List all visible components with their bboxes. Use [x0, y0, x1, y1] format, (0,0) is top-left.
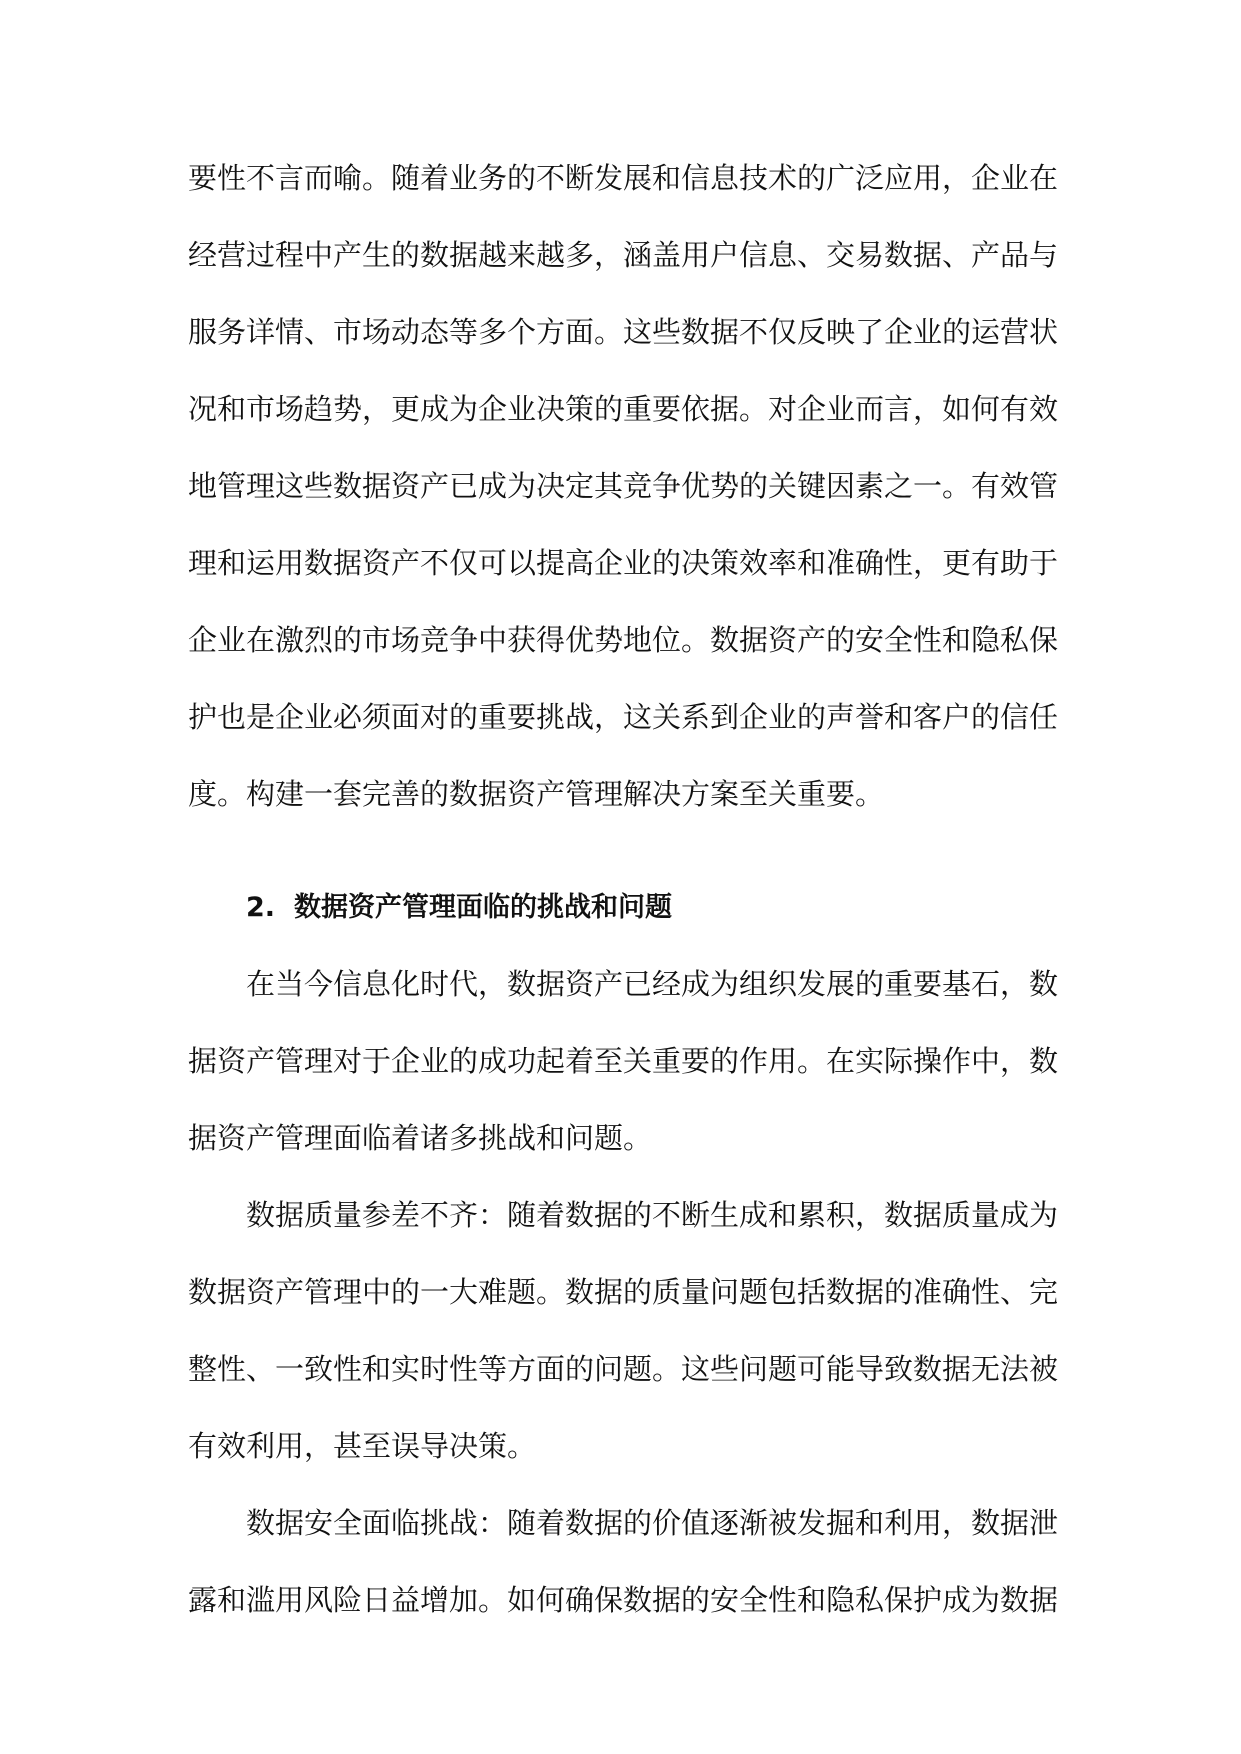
text-line: 在当今信息化时代，数据资产已经成为组织发展的重要基石，数: [246, 967, 1059, 1001]
text-line: 理和运用数据资产不仅可以提高企业的决策效率和准确性，更有助于: [188, 546, 1059, 580]
section-heading: [188, 869, 1054, 946]
paragraph-challenges-intro: [188, 946, 1059, 1177]
text-line: 有效利用，甚至误导决策。: [188, 1429, 537, 1463]
text-line: 据资产管理对于企业的成功起着至关重要的作用。在实际操作中，数: [188, 1044, 1059, 1078]
text-line: 整性、一致性和实时性等方面的问题。这些问题可能导致数据无法被: [188, 1352, 1059, 1386]
text-line: 度。构建一套完善的数据资产管理解决方案至关重要。: [188, 777, 885, 811]
text-line: 要性不言而喻。随着业务的不断发展和信息技术的广泛应用，企业在: [188, 161, 1059, 195]
paragraph-data-quality: [188, 1177, 1059, 1485]
text-line: 经营过程中产生的数据越来越多，涵盖用户信息、交易数据、产品与: [188, 238, 1059, 272]
text-line: 数据安全面临挑战：随着数据的价值逐渐被发掘和利用，数据泄: [246, 1506, 1059, 1540]
section-title: 数据资产管理面临的挑战和问题: [294, 892, 672, 923]
text-line: 况和市场趋势，更成为企业决策的重要依据。对企业而言，如何有效: [188, 392, 1059, 426]
text-line: 企业在激烈的市场竞争中获得优势地位。数据资产的安全性和隐私保: [188, 623, 1059, 657]
section-number: 2.: [246, 892, 276, 923]
paragraph-data-asset-importance: [188, 140, 1059, 833]
text-line: 地管理这些数据资产已成为决定其竞争优势的关键因素之一。有效管: [188, 469, 1059, 503]
text-line: 服务详情、市场动态等多个方面。这些数据不仅反映了企业的运营状: [188, 315, 1059, 349]
section-spacer: [188, 833, 1054, 869]
document-page: [188, 140, 1059, 1639]
text-line: 据资产管理面临着诸多挑战和问题。: [188, 1121, 653, 1155]
paragraph-data-security: [188, 1485, 1059, 1639]
text-line: 护也是企业必须面对的重要挑战，这关系到企业的声誉和客户的信任: [188, 700, 1059, 734]
text-line: 露和滥用风险日益增加。如何确保数据的安全性和隐私保护成为数据: [188, 1583, 1059, 1617]
text-line: 数据资产管理中的一大难题。数据的质量问题包括数据的准确性、完: [188, 1275, 1059, 1309]
text-line: 数据质量参差不齐：随着数据的不断生成和累积，数据质量成为: [246, 1198, 1059, 1232]
